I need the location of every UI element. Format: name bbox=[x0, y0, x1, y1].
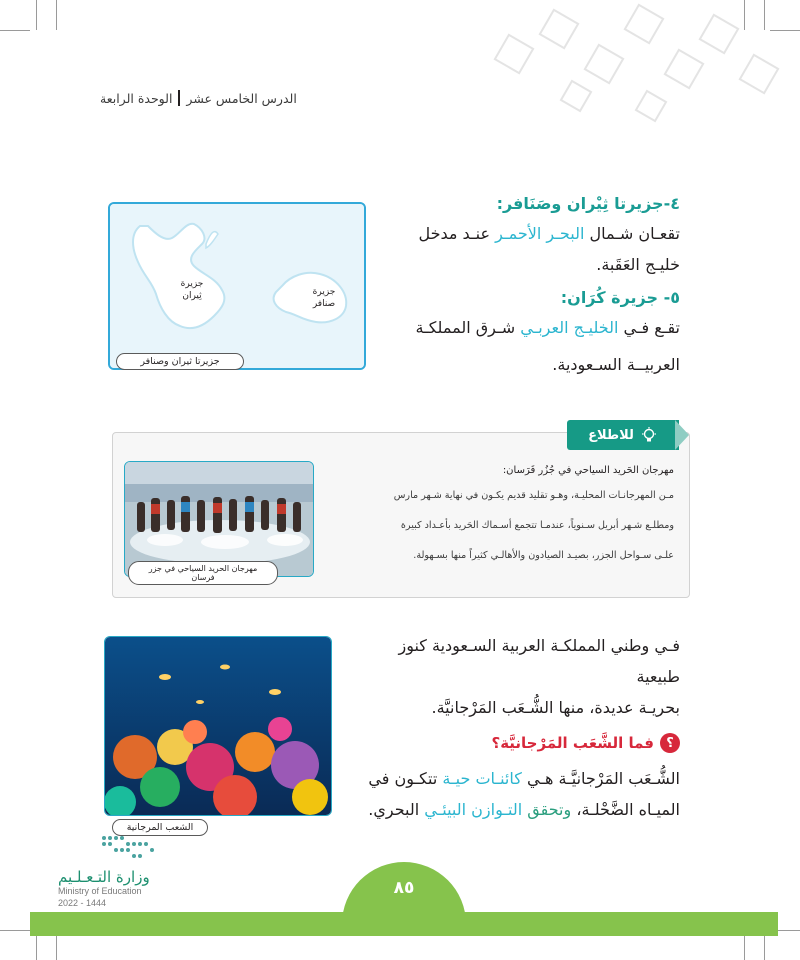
question-icon: ؟ bbox=[660, 733, 680, 753]
paragraph-line: خليـج العَقَبة. bbox=[596, 255, 680, 274]
coral-intro-line: فـي وطني المملكـة العربية السـعودية كنوز طبيعية bbox=[398, 636, 680, 686]
highlight-achieve: وتحقق bbox=[527, 800, 572, 819]
map-label-sanafir: جزيرة صنافر bbox=[312, 287, 336, 309]
paragraph-line: تقعـان شـمال البحـر الأحمـر عنـد مدخل bbox=[418, 224, 680, 243]
ministry-name-en: Ministry of Education bbox=[58, 886, 142, 896]
festival-photo bbox=[124, 461, 314, 577]
paragraph-line: تقـع فـي الخليـج العربـي شـرق المملكـة bbox=[415, 318, 680, 337]
page-number: ٨٥ bbox=[393, 878, 415, 898]
islands-map bbox=[108, 202, 366, 370]
header-divider bbox=[178, 90, 180, 106]
festival-photo-drawing bbox=[125, 462, 314, 577]
paragraph-kuran bbox=[380, 312, 680, 380]
lesson-title: الدرس الخامس عشر bbox=[186, 90, 297, 106]
coral-text-block bbox=[350, 630, 680, 825]
info-tab bbox=[567, 420, 679, 450]
highlight-ecological-balance: التـوازن البيئـي bbox=[424, 800, 523, 819]
coral-reef-drawing bbox=[105, 637, 332, 816]
map-label-tiran: جزيرة ثِيران bbox=[180, 279, 204, 301]
coral-caption: الشعب المرجانية bbox=[112, 819, 208, 836]
section-title-kuran: ٥- جزيرة كُرَان: bbox=[560, 288, 680, 307]
info-line: مـن المهرجانـات المحليـة، وهـو تقليد قديم يكـون في نهاية شـهر مارس bbox=[393, 490, 674, 501]
crop-mark bbox=[56, 0, 57, 30]
lightbulb-icon bbox=[640, 427, 658, 443]
highlight-living-organisms: كائنـات حيـة bbox=[442, 769, 522, 788]
crop-mark bbox=[36, 0, 37, 30]
info-heading: مهرجان الحَريد السياحي في جُزُر فَرَسان: bbox=[502, 465, 674, 476]
highlight-red-sea: البحـر الأحمـر bbox=[495, 224, 585, 243]
coral-intro-line: بحريـة عديدة، منها الشُّـعَب المَرْجانيَّة. bbox=[431, 698, 680, 717]
info-line: ومطلـع شـهر أبريل سـنوياً، عندمـا تتجمع أسـماك الحَريد بأعـداد كبيرة bbox=[400, 520, 674, 531]
decorative-squares bbox=[470, 0, 800, 130]
section-title-tiran-sanafir: ٤-جزيرتا ثِيْران وصَنَافر: bbox=[496, 194, 680, 213]
paragraph-line: الميـاه الضَّحْلـة، وتحقق التـوازن البيئـي البحري. bbox=[368, 800, 680, 819]
coral-reef-photo bbox=[104, 636, 332, 816]
info-line: علـى سـواحل الجزر، بصيـد الصيادون والأهالـي كثيراً منها بسـهولة. bbox=[413, 550, 674, 561]
islands-text-block bbox=[380, 190, 680, 380]
info-tab-label: للاطلاع bbox=[588, 427, 634, 443]
map-caption: جزيرتا ثيران وصنافر bbox=[116, 353, 244, 370]
coral-answer bbox=[350, 763, 680, 825]
crop-mark bbox=[0, 930, 30, 931]
ministry-year: 2022 - 1444 bbox=[58, 898, 107, 908]
paragraph-tiran-sanafir bbox=[380, 218, 680, 280]
ministry-logo-dots bbox=[98, 830, 158, 862]
ministry-name-ar: وزارة التـعـلـيم bbox=[58, 868, 150, 886]
coral-question-text: فما الشَّعَب المَرْجانيَّة؟ bbox=[491, 734, 654, 752]
festival-caption: مهرجان الحريد السياحي في جزر فرسان bbox=[128, 561, 278, 585]
crop-mark bbox=[0, 30, 30, 31]
paragraph-line: الشُّـعَب المَرْجانيَّـة هـي كائنـات حيـة تتكـون في bbox=[368, 769, 680, 788]
highlight-arabian-gulf: الخليـج العربـي bbox=[520, 318, 619, 337]
unit-lesson-header bbox=[100, 90, 330, 106]
paragraph-line: العربيــة السـعودية. bbox=[552, 355, 680, 374]
unit-title: الوحدة الرابعة bbox=[100, 90, 173, 106]
coral-question bbox=[350, 733, 680, 753]
